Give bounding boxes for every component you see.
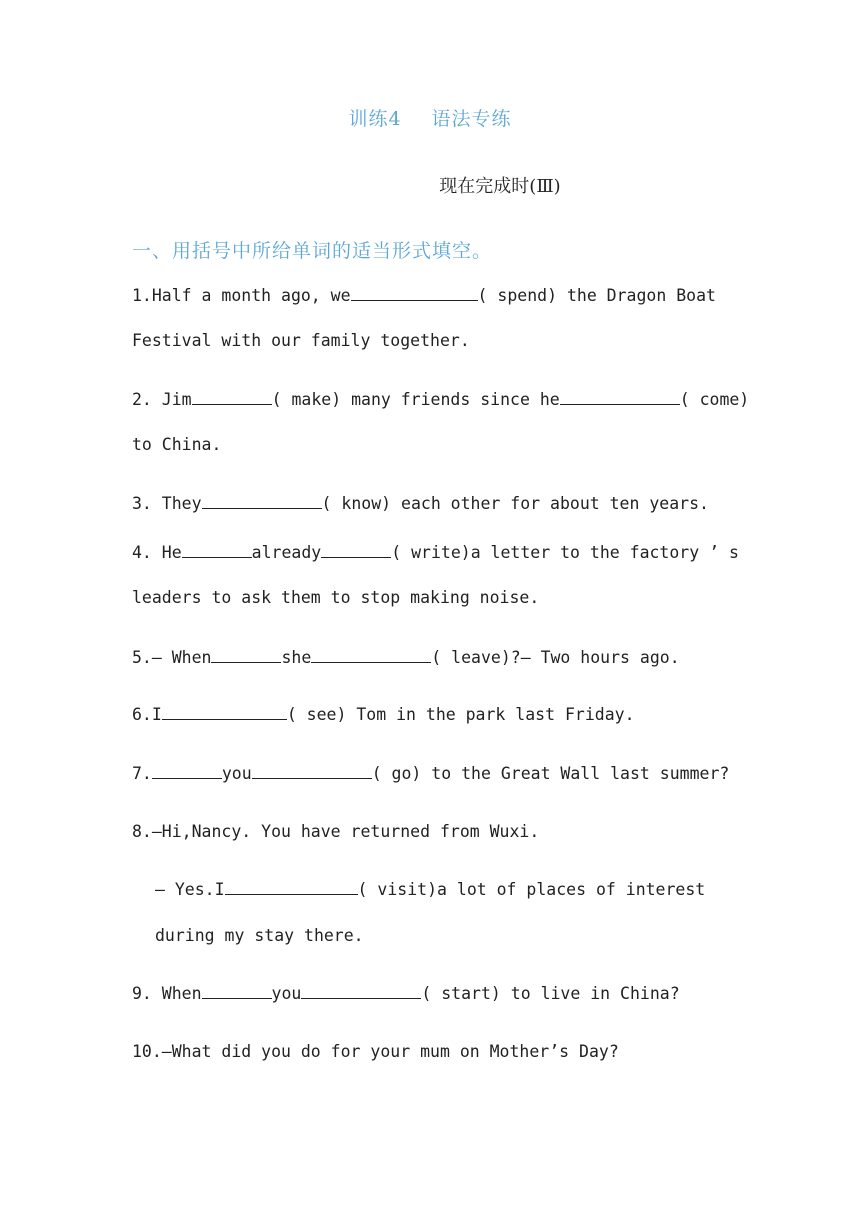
page-title bbox=[0, 104, 860, 131]
topic-label: 语法专练 bbox=[431, 108, 512, 130]
unit-label: 训练4 bbox=[348, 108, 402, 130]
question-5: 5.— When she ( leave)?— Two hours ago. bbox=[132, 648, 680, 667]
question-10: 10.—What did you do for your mum on Mother’s Day? bbox=[132, 1042, 619, 1061]
question-4-line-1: 4. He already ( write)a letter to the factory ’ s bbox=[132, 543, 739, 562]
answer-blank[interactable] bbox=[560, 388, 680, 405]
answer-blank[interactable] bbox=[192, 388, 272, 405]
answer-blank[interactable] bbox=[182, 541, 252, 558]
question-1-line-1: 1.Half a month ago, we ( spend) the Dragon Boat bbox=[132, 286, 716, 305]
question-4-line-2: leaders to ask them to stop making noise. bbox=[132, 588, 540, 607]
question-2-line-1: 2. Jim ( make) many friends since he ( come) bbox=[132, 390, 750, 409]
answer-blank[interactable] bbox=[311, 646, 431, 663]
question-6: 6.I ( see) Tom in the park last Friday. bbox=[132, 705, 635, 724]
answer-blank[interactable] bbox=[225, 878, 358, 895]
question-2-line-2: to China. bbox=[132, 435, 222, 454]
question-3: 3. They ( know) each other for about ten years. bbox=[132, 494, 709, 513]
page-subtitle: 现在完成时(Ⅲ) bbox=[439, 176, 561, 197]
answer-blank[interactable] bbox=[321, 541, 391, 558]
answer-blank[interactable] bbox=[351, 284, 478, 301]
question-7: 7. you ( go) to the Great Wall last summer? bbox=[132, 764, 730, 783]
answer-blank[interactable] bbox=[202, 982, 272, 999]
answer-blank[interactable] bbox=[301, 982, 421, 999]
answer-blank[interactable] bbox=[162, 703, 287, 720]
question-8-line-2: — Yes.I ( visit)a lot of places of interest bbox=[155, 880, 706, 899]
question-9: 9. When you ( start) to live in China? bbox=[132, 984, 680, 1003]
answer-blank[interactable] bbox=[211, 646, 281, 663]
answer-blank[interactable] bbox=[252, 762, 372, 779]
question-8-line-1: 8.—Hi,Nancy. You have returned from Wuxi. bbox=[132, 822, 540, 841]
question-1-line-2: Festival with our family together. bbox=[132, 331, 470, 350]
question-8-line-3: during my stay there. bbox=[155, 926, 364, 945]
section-heading: 一、用括号中所给单词的适当形式填空。 bbox=[132, 240, 493, 262]
answer-blank[interactable] bbox=[152, 762, 222, 779]
answer-blank[interactable] bbox=[202, 492, 322, 509]
